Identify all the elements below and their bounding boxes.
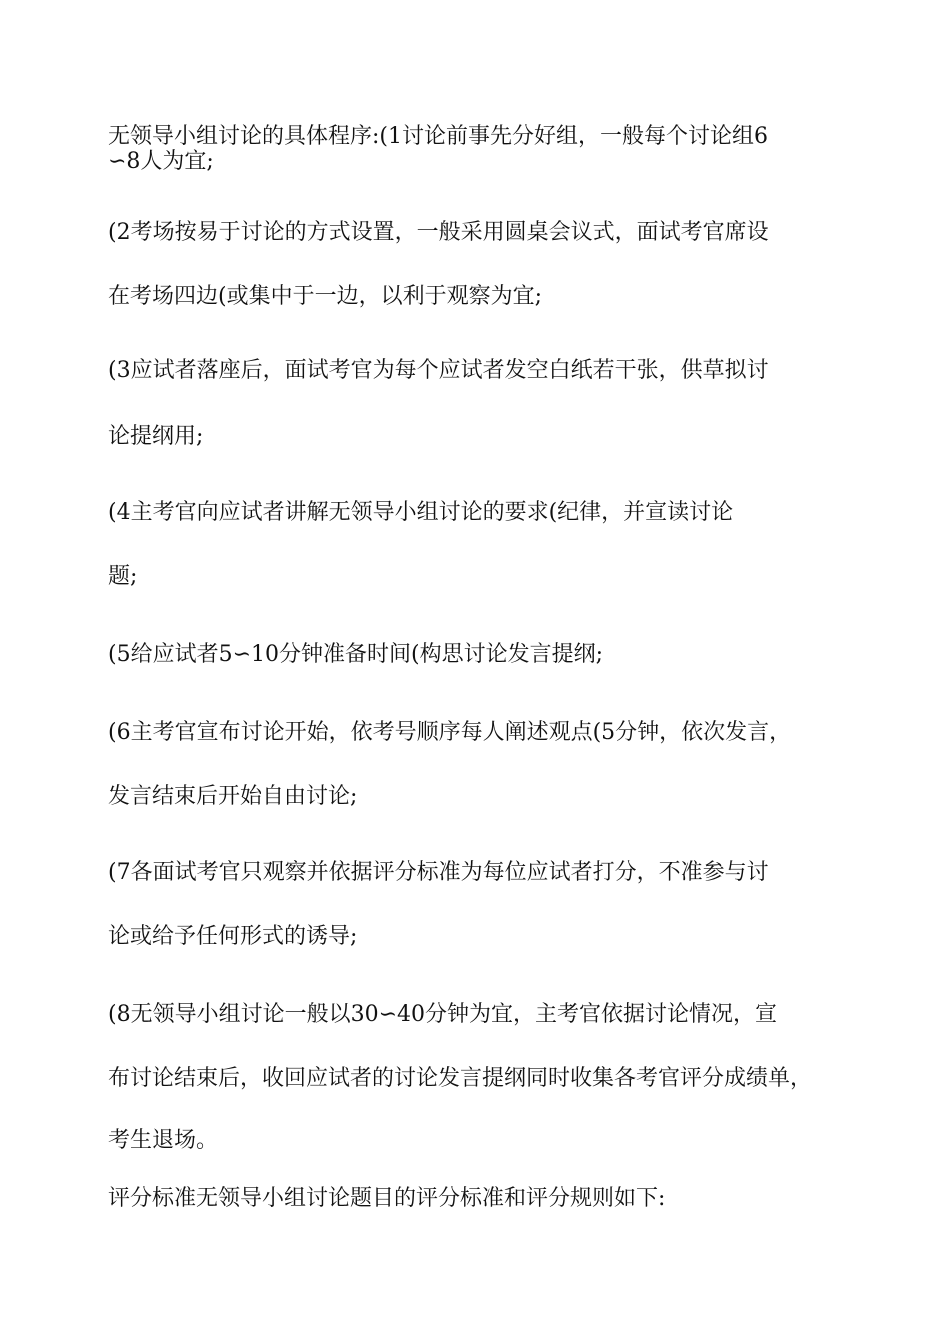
text-line-3: (2考场按易于讨论的方式设置，一般采用圆桌会议式，面试考官席设 bbox=[108, 220, 769, 245]
text-line-10: (6主考官宣布讨论开始，依考号顺序每人阐述观点(5分钟，依次发言， bbox=[108, 720, 792, 745]
text-line-5: (3应试者落座后，面试考官为每个应试者发空白纸若干张，供草拟讨 bbox=[108, 358, 769, 383]
text-line-9: (5给应试者5∽10分钟准备时间(构思讨论发言提纲; bbox=[108, 642, 604, 667]
text-line-1: 无领导小组讨论的具体程序:(1讨论前事先分好组，一般每个讨论组6 bbox=[108, 124, 768, 149]
text-line-8: 题; bbox=[108, 564, 138, 589]
text-line-2: ∽8人为宜; bbox=[108, 149, 214, 174]
text-line-4: 在考场四边(或集中于一边，以利于观察为宜; bbox=[108, 284, 542, 309]
text-line-17: 评分标准无领导小组讨论题目的评分标准和评分规则如下: bbox=[108, 1186, 666, 1211]
text-line-11: 发言结束后开始自由讨论; bbox=[108, 784, 358, 809]
text-line-13: 论或给予任何形式的诱导; bbox=[108, 924, 358, 949]
text-line-14: (8无领导小组讨论一般以30∽40分钟为宜，主考官依据讨论情况，宣 bbox=[108, 1002, 778, 1027]
text-line-6: 论提纲用; bbox=[108, 424, 204, 449]
text-line-7: (4主考官向应试者讲解无领导小组讨论的要求(纪律，并宣读讨论 bbox=[108, 500, 734, 525]
text-line-16: 考生退场。 bbox=[108, 1128, 219, 1153]
text-line-12: (7各面试考官只观察并依据评分标准为每位应试者打分，不准参与讨 bbox=[108, 860, 769, 885]
text-line-15: 布讨论结束后，收回应试者的讨论发言提纲同时收集各考官评分成绩单， bbox=[108, 1066, 813, 1091]
